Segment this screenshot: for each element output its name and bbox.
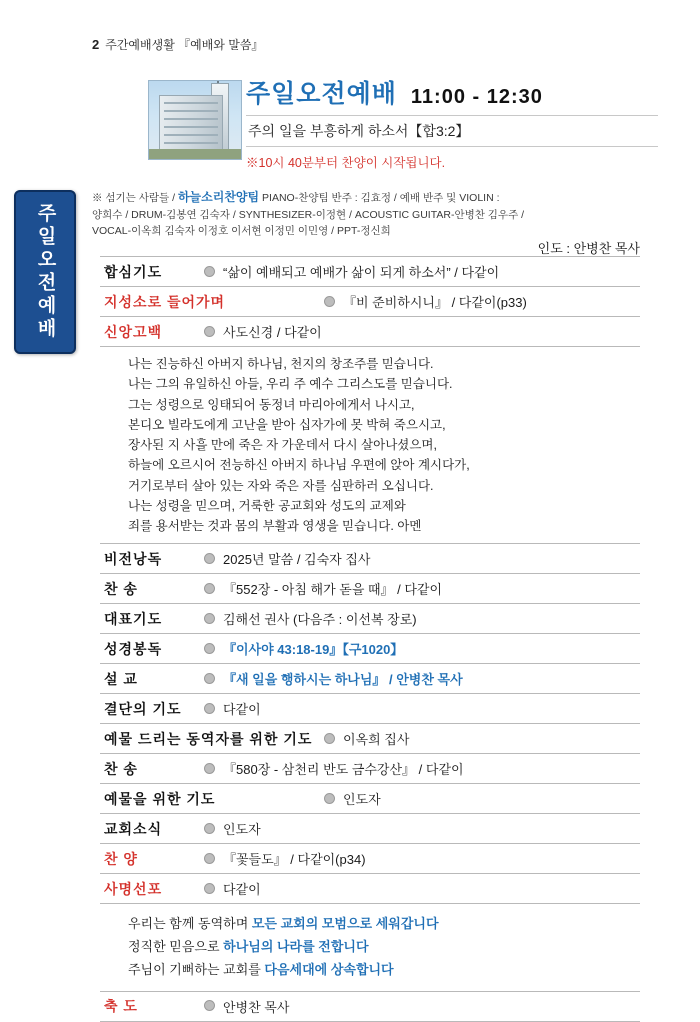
creed-line: 거기로부터 살아 있는 자와 죽은 자를 심판하러 오십니다. <box>128 478 434 493</box>
bullet-icon <box>204 266 215 277</box>
staff-line1-rest: PIANO-찬양팀 반주 : 김효정 / 예배 반주 및 VIOLIN : <box>262 192 500 204</box>
bullet-icon <box>204 853 215 864</box>
order-of-worship <box>100 256 640 1022</box>
scripture-reference: 『이사야 43:18-19』【구1020】 <box>223 642 404 658</box>
bullet-icon <box>324 733 335 744</box>
order-row <box>100 694 640 724</box>
service-theme: 주의 일을 부흥하게 하소서【합3:2】 <box>246 115 658 147</box>
order-value: 사도신경 / 다같이 <box>223 325 322 340</box>
order-row <box>100 844 640 874</box>
creed-line: 나는 진능하신 아버지 하나님, 천지의 창조주를 믿습니다. <box>128 357 434 371</box>
bullet-icon <box>324 296 335 307</box>
order-row <box>100 814 640 844</box>
order-label: 합심기도 <box>104 263 163 280</box>
bullet-icon <box>204 883 215 894</box>
service-time: 11:00 - 12:30 <box>410 86 543 108</box>
order-value: 김해선 권사 (다음주 : 이선복 장로) <box>223 612 417 628</box>
staff-line-3: VOCAL-이옥희 김숙자 이정호 이서현 이정민 이민영 / PPT-정신희 <box>92 224 391 237</box>
page-number: 2 <box>92 37 100 52</box>
order-row <box>100 287 640 317</box>
order-label: 예물 드리는 동역자를 위한 기도 <box>104 730 313 747</box>
order-label: 찬 송 <box>104 760 138 777</box>
order-value: 2025년 말씀 / 김숙자 집사 <box>223 552 371 568</box>
creed-line: 나는 성령을 믿으며, 거룩한 공교회와 성도의 교제와 <box>128 498 406 513</box>
order-value: 『552장 - 아침 해가 돋을 때』 / 다같이 <box>223 582 443 598</box>
page-title: 주간예배생활 『예배와 말씀』 <box>105 38 264 52</box>
order-label: 찬 양 <box>104 850 138 867</box>
bullet-icon <box>204 1000 215 1011</box>
bullet-icon <box>204 553 215 564</box>
bullet-icon <box>204 613 215 624</box>
pledge-line-pre: 주님이 기뻐하는 교회를 <box>128 961 265 977</box>
pledge-line-pre: 정직한 믿음으로 <box>128 939 224 954</box>
order-row <box>100 256 640 287</box>
service-note: ※10시 40분부터 찬양이 시작됩니다. <box>246 156 446 170</box>
order-row <box>100 664 640 694</box>
order-label: 결단의 기도 <box>104 700 182 717</box>
service-name: 주일오전예배 <box>246 80 397 108</box>
mission-pledge <box>100 904 640 991</box>
page-header <box>92 36 263 53</box>
pledge-line <box>128 913 636 936</box>
order-value: 『비 준비하시니』 / 다같이(p33) <box>343 295 527 310</box>
order-value: “삶이 예배되고 예배가 삶이 되게 하소서” / 다같이 <box>223 265 500 280</box>
order-label: 지성소로 들어가며 <box>104 293 226 310</box>
bullet-icon <box>204 583 215 594</box>
order-value: 『꽃들도』 / 다같이(p34) <box>223 852 366 868</box>
order-value: 다같이 <box>223 882 261 898</box>
order-value: 인도자 <box>343 792 381 808</box>
bullet-icon <box>204 326 215 337</box>
ground-strip <box>149 149 241 159</box>
creed-line: 나는 그의 유일하신 아들, 우리 주 예수 그리스도를 믿습니다. <box>128 377 453 392</box>
pledge-line <box>128 936 636 959</box>
order-row <box>100 784 640 814</box>
order-value <box>223 639 403 658</box>
order-row <box>100 634 640 664</box>
creed-line: 장사된 지 사흘 만에 죽은 자 가운데서 다시 살아나셨으며, <box>128 438 437 452</box>
sermon-title: 『새 일을 행하시는 하나님』 / 안병찬 목사 <box>223 672 463 688</box>
order-label: 교회소식 <box>104 820 163 837</box>
bullet-icon <box>204 643 215 654</box>
order-value: 다같이 <box>223 702 261 718</box>
staff-line1-prefix: ※ 섬기는 사람들 / <box>92 192 176 204</box>
order-row <box>100 544 640 574</box>
order-label: 사명선포 <box>104 880 163 897</box>
creed-line: 하늘에 오르시어 전능하신 아버지 하나님 우편에 앉아 계시다가, <box>128 458 470 473</box>
sidebar-item-label: 주일오전예배 <box>34 203 56 341</box>
pledge-line-emphasis: 모든 교회의 모범으로 세워갑니다 <box>251 916 439 932</box>
sidebar-item-sunday-morning-service[interactable] <box>14 190 76 354</box>
order-row <box>100 574 640 604</box>
creed-line: 그는 성령으로 잉태되어 동정녀 마리아에게서 나시고, <box>128 397 415 412</box>
order-label: 찬 송 <box>104 580 138 597</box>
pledge-line-emphasis: 하나님의 나라를 전합니다 <box>223 939 369 954</box>
order-value: 이옥희 집사 <box>343 732 410 748</box>
order-row <box>100 754 640 784</box>
order-value <box>223 669 463 688</box>
pledge-line-emphasis: 다음세대에 상속합니다 <box>264 961 394 977</box>
creed-line: 죄를 용서받는 것과 몸의 부활과 영생을 믿습니다. 아멘 <box>128 519 422 533</box>
order-label: 대표기도 <box>104 610 163 627</box>
order-label: 예물을 위한 기도 <box>104 790 216 807</box>
order-row <box>100 724 640 754</box>
order-row <box>100 604 640 634</box>
pledge-line-pre: 우리는 함께 동역하며 <box>128 916 252 932</box>
church-photo <box>148 80 242 160</box>
staff-line-2: 양희수 / DRUM-김봉연 김숙자 / SYNTHESIZER-이정현 / ACOUSTIC GUITAR-안병찬 김우주 / <box>92 208 525 221</box>
order-value: 안병찬 목사 <box>223 999 290 1015</box>
order-row <box>100 874 640 904</box>
pledge-line <box>128 959 636 982</box>
apostles-creed <box>100 347 640 544</box>
order-label: 축 도 <box>104 998 138 1014</box>
order-value: 인도자 <box>223 822 261 838</box>
bullet-icon <box>204 823 215 834</box>
staff-credits <box>92 188 640 239</box>
bullet-icon <box>324 793 335 804</box>
bullet-icon <box>204 763 215 774</box>
order-value: 『580장 - 삼천리 반도 금수강산』 / 다같이 <box>223 762 464 778</box>
order-label: 성경봉독 <box>104 640 163 657</box>
creed-line: 본디오 빌라도에게 고난을 받아 십자가에 못 박혀 죽으시고, <box>128 417 446 432</box>
praise-team-name: 하늘소리찬양팀 <box>177 190 260 204</box>
order-row <box>100 317 640 347</box>
order-label: 비전낭독 <box>104 550 163 567</box>
bullet-icon <box>204 673 215 684</box>
service-title-block <box>148 74 658 171</box>
order-label: 신앙고백 <box>104 323 163 340</box>
service-leader: 인도 : 안병찬 목사 <box>537 241 640 256</box>
order-row <box>100 992 640 1022</box>
staff-line-1 <box>92 188 640 207</box>
order-label: 설 교 <box>104 670 138 687</box>
bullet-icon <box>204 703 215 714</box>
